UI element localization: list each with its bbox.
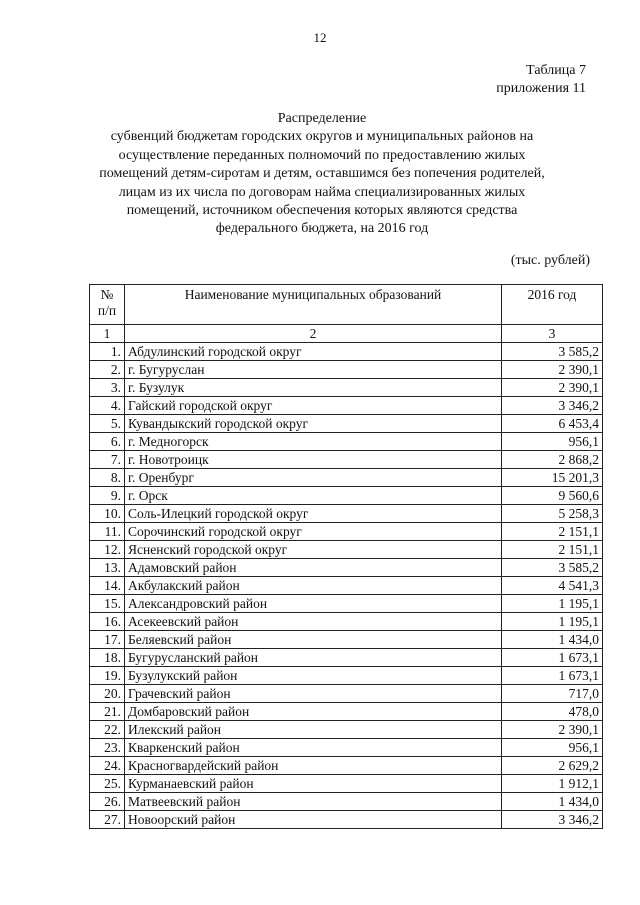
- row-value: 3 346,2: [502, 397, 603, 415]
- row-value: 2 390,1: [502, 361, 603, 379]
- row-number: 16.: [90, 613, 125, 631]
- row-number: 2.: [90, 361, 125, 379]
- title-line: лицам из их числа по договорам найма специализированных жилых: [118, 184, 526, 200]
- row-number: 14.: [90, 577, 125, 595]
- row-value: 2 151,1: [502, 523, 603, 541]
- page-number: 12: [313, 30, 327, 45]
- header-number-line1: №: [100, 287, 114, 302]
- row-name: Абдулинский городской округ: [125, 343, 502, 361]
- row-value: 478,0: [502, 703, 603, 721]
- row-name: Грачевский район: [125, 685, 502, 703]
- row-name: Новоорский район: [125, 811, 502, 829]
- table-row: [90, 703, 603, 721]
- table-row: [90, 451, 603, 469]
- row-name: Акбулакский район: [125, 577, 502, 595]
- row-value: 717,0: [502, 685, 603, 703]
- table-row: [90, 397, 603, 415]
- table-row: [90, 685, 603, 703]
- row-name: Кувандыкский городской округ: [125, 415, 502, 433]
- table-row: [90, 721, 603, 739]
- table-row: [90, 487, 603, 505]
- table-row: [90, 415, 603, 433]
- title-line: Распределение: [277, 111, 367, 126]
- table-row: [90, 541, 603, 559]
- header-value: 2016 год: [502, 285, 603, 325]
- row-name: Гайский городской округ: [125, 397, 502, 415]
- row-name: Кваркенский район: [125, 739, 502, 757]
- table-row: [90, 559, 603, 577]
- title-line: федерального бюджета, на 2016 год: [215, 221, 429, 237]
- row-value: 1 195,1: [502, 613, 603, 631]
- column-index-row: [90, 325, 603, 343]
- row-name: Курманаевский район: [125, 775, 502, 793]
- row-number: 6.: [90, 433, 125, 451]
- row-value: 2 390,1: [502, 379, 603, 397]
- row-number: 22.: [90, 721, 125, 739]
- row-value: 3 585,2: [502, 343, 603, 361]
- row-name: Беляевский район: [125, 631, 502, 649]
- row-number: 10.: [90, 505, 125, 523]
- table-row: [90, 505, 603, 523]
- row-name: Адамовский район: [125, 559, 502, 577]
- table-row: [90, 811, 603, 829]
- row-number: 19.: [90, 667, 125, 685]
- row-value: 1 195,1: [502, 595, 603, 613]
- table-row: [90, 469, 603, 487]
- table-row: [90, 595, 603, 613]
- row-value: 3 585,2: [502, 559, 603, 577]
- row-number: 27.: [90, 811, 125, 829]
- table-row: [90, 757, 603, 775]
- row-value: 956,1: [502, 739, 603, 757]
- row-number: 5.: [90, 415, 125, 433]
- title-line: помещений, источником обеспечения которых являются средства: [126, 203, 518, 219]
- title-line: помещений детям-сиротам и детям, оставшимся без попечения родителей,: [99, 166, 545, 182]
- row-number: 20.: [90, 685, 125, 703]
- column-index: 1: [90, 325, 125, 343]
- row-value: 2 629,2: [502, 757, 603, 775]
- row-number: 26.: [90, 793, 125, 811]
- row-name: г. Оренбург: [125, 469, 502, 487]
- row-value: 1 434,0: [502, 793, 603, 811]
- row-name: Красногвардейский район: [125, 757, 502, 775]
- row-value: 1 673,1: [502, 667, 603, 685]
- table-row: [90, 577, 603, 595]
- table-row: [90, 631, 603, 649]
- row-name: Бугурусланский район: [125, 649, 502, 667]
- table-row: [90, 649, 603, 667]
- row-value: 9 560,6: [502, 487, 603, 505]
- row-number: 23.: [90, 739, 125, 757]
- row-name: г. Бугуруслан: [125, 361, 502, 379]
- row-number: 24.: [90, 757, 125, 775]
- distribution-table: [89, 284, 603, 829]
- row-number: 15.: [90, 595, 125, 613]
- row-name: Илекский район: [125, 721, 502, 739]
- units-label: (тыс. рублей): [510, 253, 590, 268]
- row-value: 2 390,1: [502, 721, 603, 739]
- row-name: г. Медногорск: [125, 433, 502, 451]
- row-number: 4.: [90, 397, 125, 415]
- row-number: 1.: [90, 343, 125, 361]
- row-name: Асекеевский район: [125, 613, 502, 631]
- table-row: [90, 667, 603, 685]
- table-label: Таблица 7: [526, 63, 586, 78]
- row-number: 13.: [90, 559, 125, 577]
- table-row: [90, 433, 603, 451]
- table-row: [90, 613, 603, 631]
- table-row: [90, 775, 603, 793]
- row-name: Ясненский городской округ: [125, 541, 502, 559]
- row-number: 18.: [90, 649, 125, 667]
- document-title: [92, 110, 552, 239]
- title-line: осуществление переданных полномочий по предоставлению жилых: [118, 147, 526, 163]
- row-value: 3 346,2: [502, 811, 603, 829]
- row-name: Соль-Илецкий городской округ: [125, 505, 502, 523]
- row-number: 7.: [90, 451, 125, 469]
- header-name: Наименование муниципальных образований: [125, 285, 502, 325]
- row-number: 25.: [90, 775, 125, 793]
- appendix-label: приложения 11: [496, 81, 586, 96]
- table-row: [90, 523, 603, 541]
- column-index: 2: [125, 325, 502, 343]
- row-value: 1 673,1: [502, 649, 603, 667]
- table-row: [90, 739, 603, 757]
- row-name: Бузулукский район: [125, 667, 502, 685]
- row-number: 8.: [90, 469, 125, 487]
- row-number: 9.: [90, 487, 125, 505]
- row-number: 17.: [90, 631, 125, 649]
- table-header-row: [90, 285, 603, 325]
- table-row: [90, 343, 603, 361]
- table-row: [90, 793, 603, 811]
- row-value: 6 453,4: [502, 415, 603, 433]
- row-name: Александровский район: [125, 595, 502, 613]
- row-value: 4 541,3: [502, 577, 603, 595]
- row-name: Сорочинский городской округ: [125, 523, 502, 541]
- annex-label: [496, 62, 586, 98]
- row-name: г. Орск: [125, 487, 502, 505]
- row-name: г. Новотроицк: [125, 451, 502, 469]
- header-number-line2: п/п: [97, 303, 117, 318]
- row-value: 1 434,0: [502, 631, 603, 649]
- row-name: г. Бузулук: [125, 379, 502, 397]
- row-number: 11.: [90, 523, 125, 541]
- row-number: 12.: [90, 541, 125, 559]
- row-value: 5 258,3: [502, 505, 603, 523]
- row-value: 1 912,1: [502, 775, 603, 793]
- row-name: Матвеевский район: [125, 793, 502, 811]
- table-row: [90, 361, 603, 379]
- table-row: [90, 379, 603, 397]
- header-number: [90, 285, 125, 325]
- title-line: субвенций бюджетам городских округов и муниципальных районов на: [110, 129, 534, 145]
- row-number: 3.: [90, 379, 125, 397]
- row-value: 2 151,1: [502, 541, 603, 559]
- row-value: 15 201,3: [502, 469, 603, 487]
- column-index: 3: [502, 325, 603, 343]
- row-number: 21.: [90, 703, 125, 721]
- row-name: Домбаровский район: [125, 703, 502, 721]
- row-value: 2 868,2: [502, 451, 603, 469]
- row-value: 956,1: [502, 433, 603, 451]
